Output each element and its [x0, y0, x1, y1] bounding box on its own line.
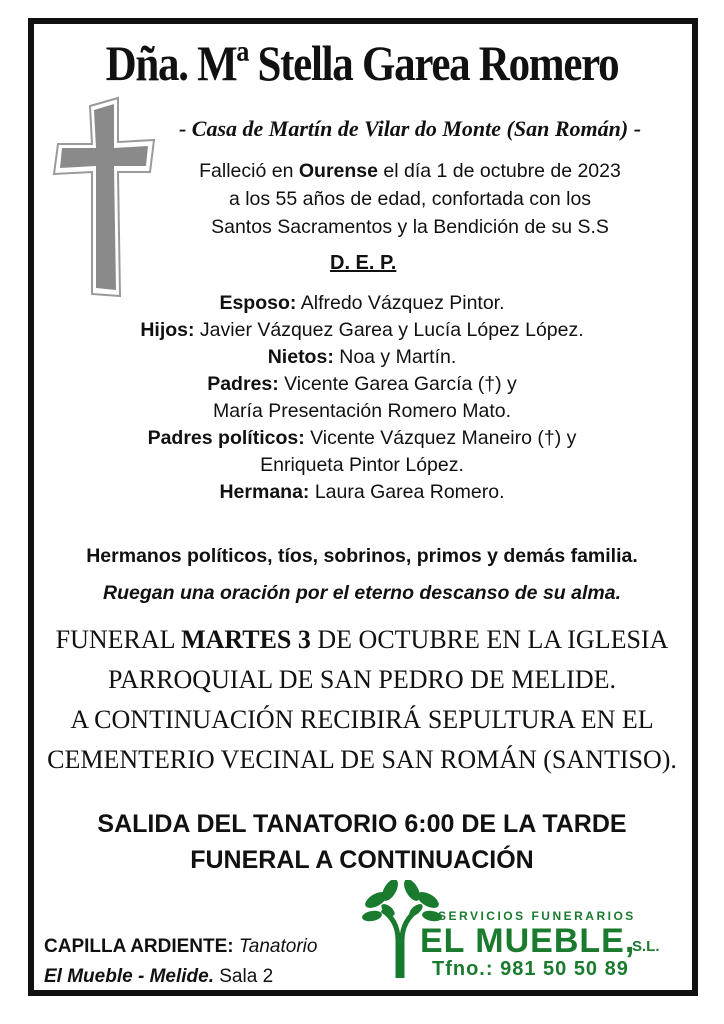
cross-icon [52, 96, 160, 302]
funeral-details [0, 620, 724, 780]
funeral-line-4: CEMENTERIO VECINAL DE SAN ROMÁN (SANTISO). [47, 745, 677, 774]
chapel-line-2: El Mueble - Melide. Sala 2 [44, 966, 274, 987]
death-place: Ourense [298, 160, 378, 182]
death-line-3: Santos Sacramentos y la Bendición de su S.S [211, 216, 609, 238]
extended-family: Hermanos políticos, tíos, sobrinos, primos y demás familia. [86, 545, 638, 567]
house-line: - Casa de Martín de Vilar do Monte (San Román) - [178, 116, 642, 141]
dep: D. E. P. [330, 252, 397, 274]
deceased-name: Dña. Mª Stella Garea Romero [105, 35, 619, 91]
family-line: Hermana: Laura Garea Romero. [219, 481, 505, 503]
family-line: Padres políticos: Vicente Vázquez Maneiro (†) y [147, 427, 577, 449]
logo-subtitle: SERVICIOS FUNERARIOS [438, 909, 636, 923]
logo-name: EL MUEBLE, [420, 922, 636, 960]
funeral-line-3: A CONTINUACIÓN RECIBIRÁ SEPULTURA EN EL [70, 705, 654, 734]
family-line: Esposo: Alfredo Vázquez Pintor. [219, 292, 505, 314]
logo-suffix: S.L. [632, 938, 660, 955]
chapel-info [44, 932, 317, 992]
family-line: María Presentación Romero Mato. [212, 400, 512, 422]
death-line-2: a los 55 años de edad, confortada con los [228, 188, 592, 210]
chapel-line-1: CAPILLA ARDIENTE: Tanatorio [44, 936, 318, 957]
departure-line-1: SALIDA DEL TANATORIO 6:00 DE LA TARDE [97, 810, 627, 838]
family-list [0, 290, 724, 506]
death-line-1: Falleció en Ourense el día 1 de octubre de 2023 [199, 160, 621, 182]
family-line: Enriqueta Pintor López. [260, 454, 464, 476]
departure-line-2: FUNERAL A CONTINUACIÓN [190, 846, 534, 874]
funeral-line-1: FUNERAL MARTES 3 DE OCTUBRE EN LA IGLESIA [55, 625, 669, 654]
family-line: Nietos: Noa y Martín. [267, 346, 457, 368]
family-line: Hijos: Javier Vázquez Garea y Lucía López López. [140, 319, 584, 341]
logo-phone: Tfno.: 981 50 50 89 [432, 958, 629, 980]
departure-info [0, 806, 724, 878]
family-line: Padres: Vicente Garea García (†) y [207, 373, 517, 395]
prayer-request: Ruegan una oración por el eterno descanso de su alma. [103, 582, 621, 604]
funeral-line-2: PARROQUIAL DE SAN PEDRO DE MELIDE. [108, 665, 616, 694]
death-notice [150, 157, 670, 241]
